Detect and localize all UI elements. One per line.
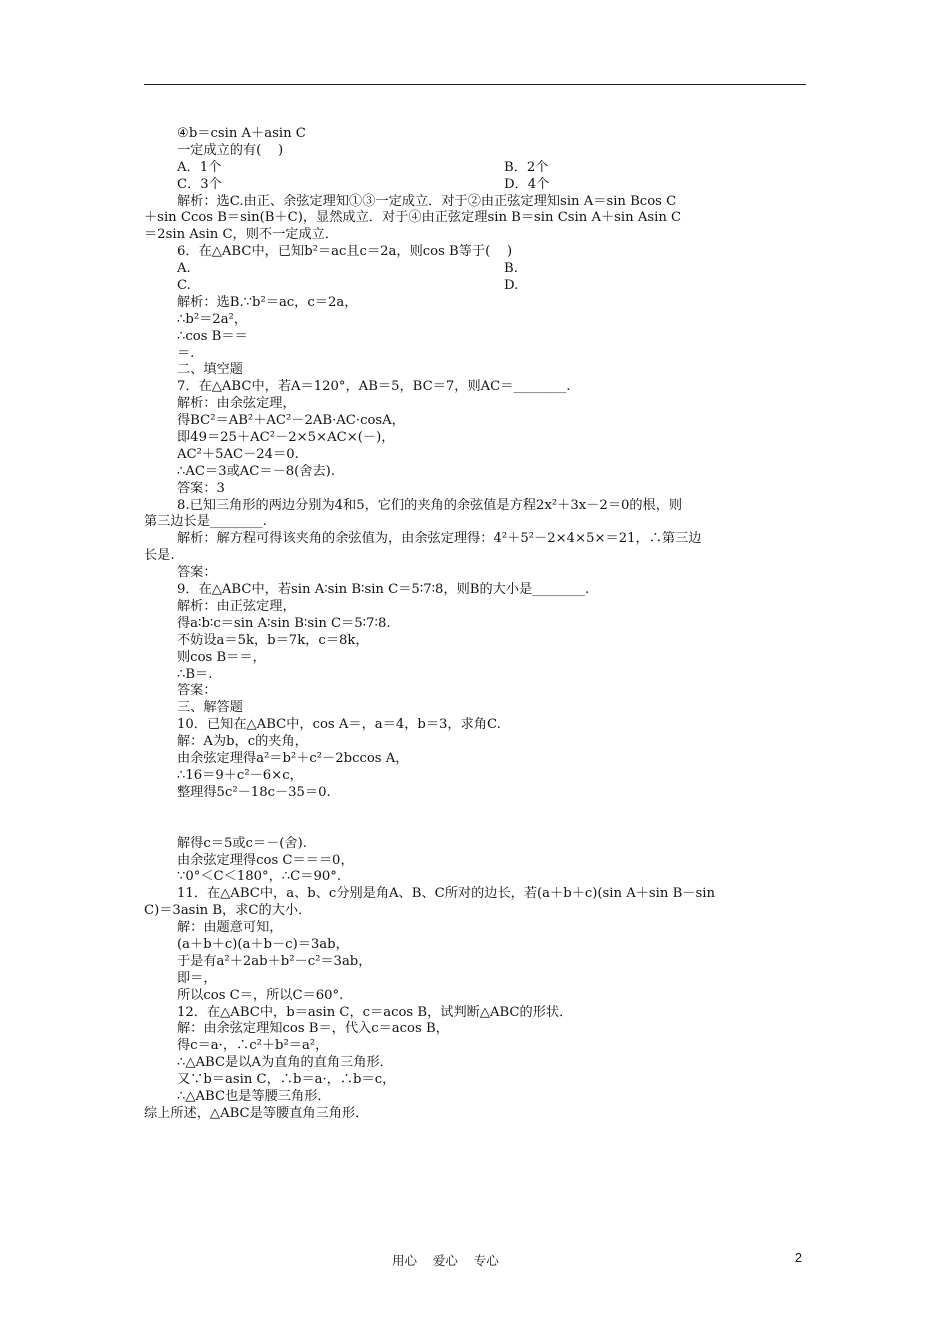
text-line: ∴16＝9＋c²－6×c， <box>177 767 303 783</box>
text-line: 则cos B＝＝， <box>177 649 266 665</box>
text-line: 11．在△ABC中，a、b、c分别是角A、B、C所对的边长，若(a＋b＋c)(sin A＋sin B－sin <box>177 886 715 902</box>
text-line: ∴b²＝2a²， <box>177 311 248 327</box>
text-line: 答案：3 <box>177 480 225 496</box>
text-line: ∴B＝. <box>177 666 213 682</box>
document-body <box>144 126 810 1123</box>
text-line: ＝. <box>177 345 195 361</box>
text-line: 即＝， <box>177 970 217 986</box>
text-line: 得c＝a·，∴c²＋b²＝a²， <box>177 1038 329 1054</box>
text-line: ∴AC＝3或AC＝－8(舍去). <box>177 463 336 479</box>
option-right: B. <box>504 261 518 277</box>
text-line: 整理得5c²－18c－35＝0. <box>177 784 331 800</box>
text-line: ∴△ABC也是等腰三角形． <box>177 1088 331 1104</box>
text-line: 得a∶b∶c＝sin A∶sin B∶sin C＝5∶7∶8. <box>177 615 391 631</box>
text-line: ∴△ABC是以A为直角的直角三角形． <box>177 1055 393 1071</box>
text-line: 解析：选C.由正、余弦定理知①③一定成立．对于②由正弦定理知sin A＝sin Bcos C <box>177 193 677 209</box>
text-line: 解：由余弦定理知cos B＝，代入c＝acos B， <box>177 1021 449 1037</box>
text-line: 9．在△ABC中，若sin A∶sin B∶sin C＝5∶7∶8，则B的大小是________. <box>177 582 590 598</box>
text-line: 即49＝25＋AC²－2×5×AC×(－)， <box>177 430 395 446</box>
option-right: D. <box>504 278 519 294</box>
text-line: 得BC²＝AB²＋AC²－2AB·AC·cosA， <box>177 413 405 429</box>
page-number: 2 <box>795 1251 802 1265</box>
text-line: C)＝3asin B，求C的大小． <box>144 903 312 919</box>
option-right: D．4个 <box>504 176 550 192</box>
text-line: 解析：选B.∵b²＝ac，c＝2a， <box>177 294 358 310</box>
option-row <box>144 278 810 295</box>
text-line: 二、填空题 <box>177 362 243 378</box>
text-line: 6．在△ABC中，已知b²＝ac且c＝2a，则cos B等于( ) <box>177 244 513 260</box>
header-rule <box>144 84 806 85</box>
text-line: 解得c＝5或c＝－(舍). <box>177 835 307 851</box>
text-line: 答案： <box>177 683 217 699</box>
text-line: ∵0°＜C＜180°，∴C＝90°. <box>177 869 342 885</box>
option-left: C. <box>177 278 191 294</box>
option-row <box>144 261 810 278</box>
option-left: C．3个 <box>177 176 222 192</box>
text-line: 解析：由正弦定理， <box>177 598 296 614</box>
option-row <box>144 160 810 177</box>
text-line: 解：A为b，c的夹角， <box>177 734 308 750</box>
option-left: A．1个 <box>177 159 222 175</box>
text-line: 于是有a²＋2ab＋b²－c²＝3ab， <box>177 953 372 969</box>
text-line: 不妨设a＝5k，b＝7k，c＝8k， <box>177 632 369 648</box>
text-line: 综上所述，△ABC是等腰直角三角形． <box>144 1105 369 1121</box>
text-line: 所以cos C＝，所以C＝60°. <box>177 987 344 1003</box>
text-line: ＝2sin Asin C，则不一定成立． <box>144 227 339 243</box>
blank-line <box>144 802 810 836</box>
text-line: 第三边长是________. <box>144 514 267 530</box>
text-line: 8.已知三角形的两边分别为4和5，它们的夹角的余弦值是方程2x²＋3x－2＝0的根，则 <box>177 497 683 513</box>
text-line: 解：由题意可知， <box>177 920 283 936</box>
text-line: ④b＝csin A＋asin C <box>177 126 306 141</box>
text-line: 解析：解方程可得该夹角的余弦值为，由余弦定理得：4²＋5²－2×4×5×＝21，∴第三边 <box>177 531 702 547</box>
text-line: 由余弦定理得cos C＝＝＝0， <box>177 852 354 868</box>
option-row <box>144 177 810 194</box>
page-footer <box>0 1251 950 1269</box>
text-line: 三、解答题 <box>177 700 243 716</box>
text-line: 一定成立的有( ) <box>177 142 284 158</box>
text-line: ∴cos B＝＝ <box>177 328 248 344</box>
text-line: 又∵b＝asin C，∴b＝a·，∴b＝c， <box>177 1072 396 1088</box>
option-right: B．2个 <box>504 159 549 175</box>
text-line: 解析：由余弦定理， <box>177 396 296 412</box>
text-line: 10．已知在△ABC中，cos A＝，a＝4，b＝3，求角C. <box>177 717 501 733</box>
option-left: A. <box>177 261 191 277</box>
text-line: 答案： <box>177 565 217 581</box>
text-line: AC²＋5AC－24＝0. <box>177 446 299 462</box>
text-line: ＋sin Ccos B＝sin(B＋C)，显然成立．对于④由正弦定理sin B＝sin Csin A＋sin Asin C <box>144 210 682 226</box>
text-line: 由余弦定理得a²＝b²＋c²－2bccos A， <box>177 750 409 766</box>
text-line: 7．在△ABC中，若A＝120°，AB＝5，BC＝7，则AC＝________. <box>177 379 571 395</box>
text-line: (a＋b＋c)(a＋b－c)＝3ab， <box>177 936 349 952</box>
text-line: 长是. <box>144 548 175 564</box>
footer-motto: 用心 爱心 专心 <box>392 1253 499 1268</box>
text-line: 12．在△ABC中，b＝asin C，c＝acos B，试判断△ABC的形状． <box>177 1004 573 1020</box>
